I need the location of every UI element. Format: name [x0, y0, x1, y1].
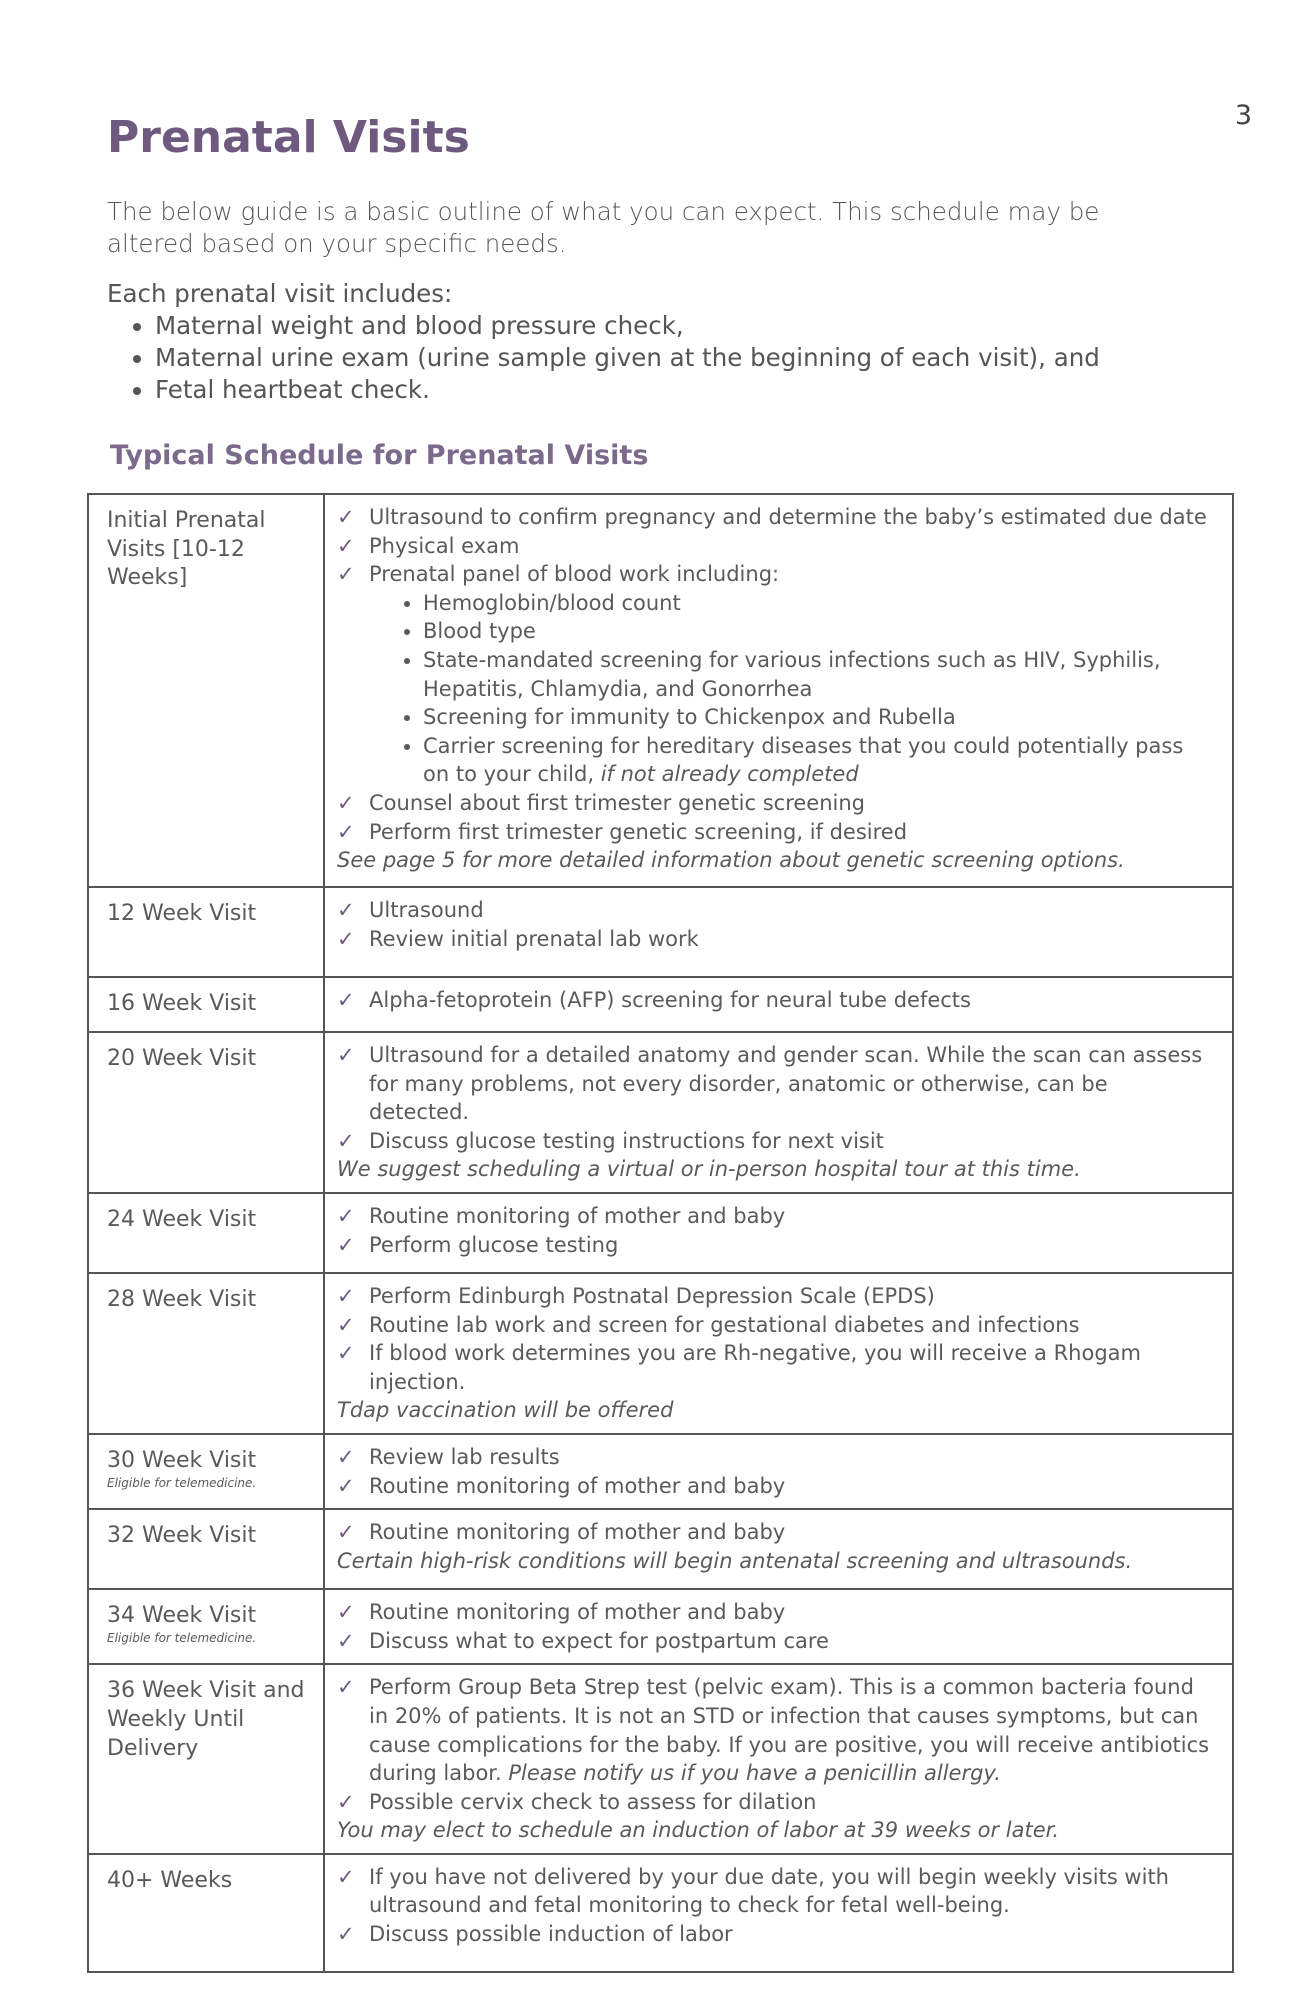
check-item: ✓ Perform Edinburgh Postnatal Depression Scale (EPDS)	[337, 1282, 1212, 1311]
visit-details	[324, 1854, 1233, 1972]
check-icon: ✓	[337, 926, 355, 951]
check-icon: ✓	[337, 898, 355, 922]
table-row	[88, 1509, 1233, 1589]
italic-note: Please notify us if you have a penicillin allergy.	[508, 1761, 1001, 1786]
check-item: ✓ Ultrasound to confirm pregnancy and determine the baby’s estimated due date	[337, 503, 1212, 532]
check-item: ✓ Routine monitoring of mother and baby	[337, 1472, 1212, 1501]
check-item: ✓ Routine monitoring of mother and baby	[337, 1598, 1212, 1627]
check-item: ✓ Ultrasound	[337, 896, 1212, 925]
check-icon: ✓	[337, 1312, 355, 1337]
check-item: ✓ Ultrasound for a detailed anatomy and gender scan. While the scan can assess for many problems, not every disorder, anatomic or otherwise, can be detected.	[337, 1043, 1203, 1125]
visit-label: 40+ Weeks	[88, 1854, 324, 1972]
visit-details	[324, 1509, 1233, 1589]
visit-label: 12 Week Visit	[88, 887, 324, 977]
schedule-title: Typical Schedule for Prenatal Visits	[110, 440, 649, 471]
table-row	[88, 1193, 1233, 1273]
visit-details	[324, 1273, 1233, 1434]
check-item: ✓ Routine lab work and screen for gestational diabetes and infections	[337, 1311, 1212, 1340]
list-item: • Carrier screening for hereditary diseases that you could potentially pass on to your child, if not already completed	[423, 732, 1212, 789]
check-item: ✓ Discuss glucose testing instructions for next visit	[337, 1127, 1212, 1156]
row-note: See page 5 for more detailed information about genetic screening options.	[337, 848, 1125, 873]
check-icon: ✓	[337, 533, 355, 558]
check-icon: ✓	[337, 1283, 355, 1308]
check-icon: ✓	[337, 1128, 355, 1153]
list-item: • Hemoglobin/blood count	[423, 589, 1212, 618]
check-icon: ✓	[337, 1922, 355, 1947]
check-icon: ✓	[337, 1473, 355, 1498]
check-icon: ✓	[337, 1043, 355, 1067]
check-icon: ✓	[337, 819, 355, 844]
check-item: ✓ Alpha-fetoprotein (AFP) screening for neural tube defects	[337, 986, 1212, 1015]
check-icon: ✓	[337, 505, 355, 529]
table-row	[88, 1273, 1233, 1434]
visit-label: 20 Week Visit	[88, 1032, 324, 1193]
check-icon: ✓	[337, 562, 355, 587]
visit-details	[324, 1434, 1233, 1509]
italic-note: if not already completed	[600, 762, 859, 787]
schedule-table	[87, 493, 1234, 1973]
visit-label: 34 Week Visit Eligible for telemedicine.	[88, 1589, 324, 1664]
visit-label: 32 Week Visit	[88, 1509, 324, 1589]
list-item: • State-mandated screening for various infections such as HIV, Syphilis, Hepatitis, Chlamydia, and Gonorrhea	[423, 646, 1212, 703]
intro-paragraph: The below guide is a basic outline of what you can expect. This schedule may be altered based on your specific needs.	[107, 197, 1100, 258]
check-item: ✓ Physical exam	[337, 532, 1212, 561]
check-item: ✓ Review lab results	[337, 1443, 1212, 1472]
row-note: We suggest scheduling a virtual or in-person hospital tour at this time.	[337, 1157, 1081, 1182]
page-title: Prenatal Visits	[107, 112, 470, 163]
check-item: ✓ Review initial prenatal lab work	[337, 925, 1212, 954]
check-icon: ✓	[337, 1203, 355, 1228]
table-row	[88, 1854, 1233, 1972]
check-icon: ✓	[337, 988, 355, 1012]
check-item: ✓ Possible cervix check to assess for dilation	[337, 1788, 1212, 1817]
page-number: 3	[1234, 100, 1252, 131]
table-row	[88, 887, 1233, 977]
check-item: ✓ If you have not delivered by your due date, you will begin weekly visits with ultrasound and fetal monitoring to check for fetal well-being.	[337, 1864, 1169, 1918]
row-note: Tdap vaccination will be offered	[337, 1398, 674, 1423]
blood-work-list	[337, 589, 1212, 789]
check-icon: ✓	[337, 790, 355, 815]
visit-details	[324, 1032, 1233, 1193]
visit-label: 28 Week Visit	[88, 1273, 324, 1434]
visit-details	[324, 1589, 1233, 1664]
telemedicine-note: Eligible for telemedicine.	[107, 1630, 257, 1645]
visit-label: 30 Week Visit Eligible for telemedicine.	[88, 1434, 324, 1509]
check-icon: ✓	[337, 1444, 355, 1469]
check-icon: ✓	[337, 1232, 355, 1257]
check-item: ✓ If blood work determines you are Rh-negative, you will receive a Rhogam injection.	[337, 1341, 1141, 1394]
check-item: ✓ Perform Group Beta Strep test (pelvic exam). This is a common bacteria found in 20% of patients. It is not an STD or infection that causes symptoms, but can cause complications for the baby. If you are positive, you will receive antibiotics during labor. Please notify us if you have a penicillin allergy.	[337, 1675, 1210, 1786]
check-icon: ✓	[337, 1628, 355, 1653]
table-row	[88, 1032, 1233, 1193]
check-item: ✓ Counsel about first trimester genetic screening	[337, 789, 1212, 818]
visit-details	[324, 1193, 1233, 1273]
row-note: You may elect to schedule an induction of labor at 39 weeks or later.	[337, 1818, 1060, 1843]
table-row	[88, 977, 1233, 1032]
check-item: ✓ Perform first trimester genetic screening, if desired	[337, 818, 1212, 847]
check-icon: ✓	[337, 1520, 355, 1545]
check-icon: ✓	[337, 1675, 355, 1700]
visit-details	[324, 887, 1233, 977]
table-row	[88, 1589, 1233, 1664]
visit-details	[324, 1664, 1233, 1854]
list-item: • Maternal weight and blood pressure check,	[155, 310, 1207, 342]
check-item: ✓ Discuss possible induction of labor	[337, 1920, 1212, 1949]
table-row	[88, 1434, 1233, 1509]
list-item: • Fetal heartbeat check.	[155, 374, 1207, 406]
table-row	[88, 1664, 1233, 1854]
check-item: ✓ Routine monitoring of mother and baby	[337, 1518, 1212, 1547]
row-note: Certain high-risk conditions will begin antenatal screening and ultrasounds.	[337, 1548, 1133, 1573]
check-icon: ✓	[337, 1789, 355, 1814]
check-icon: ✓	[337, 1600, 355, 1625]
table-row	[88, 494, 1233, 887]
visit-label: 16 Week Visit	[88, 977, 324, 1032]
visit-details	[324, 977, 1233, 1032]
telemedicine-note: Eligible for telemedicine.	[107, 1475, 257, 1490]
check-item: ✓ Discuss what to expect for postpartum care	[337, 1627, 1212, 1656]
check-icon: ✓	[337, 1341, 355, 1366]
visit-label: 36 Week Visit and Weekly Until Delivery	[88, 1664, 324, 1854]
check-item: ✓ Routine monitoring of mother and baby	[337, 1202, 1212, 1231]
visit-label: 24 Week Visit	[88, 1193, 324, 1273]
list-item: • Maternal urine exam (urine sample given at the beginning of each visit), and	[155, 342, 1207, 374]
includes-list	[107, 310, 1207, 406]
visit-label: Initial Prenatal Visits [10-12 Weeks]	[88, 494, 324, 887]
visit-details	[324, 494, 1233, 887]
visit-includes	[107, 278, 1207, 406]
includes-lead: Each prenatal visit includes:	[107, 279, 453, 308]
check-icon: ✓	[337, 1864, 355, 1889]
list-item: • Blood type	[423, 617, 1212, 646]
check-item: ✓ Perform glucose testing	[337, 1231, 1212, 1260]
check-item: ✓ Prenatal panel of blood work including:	[337, 560, 1212, 589]
list-item: • Screening for immunity to Chickenpox and Rubella	[423, 703, 1212, 732]
